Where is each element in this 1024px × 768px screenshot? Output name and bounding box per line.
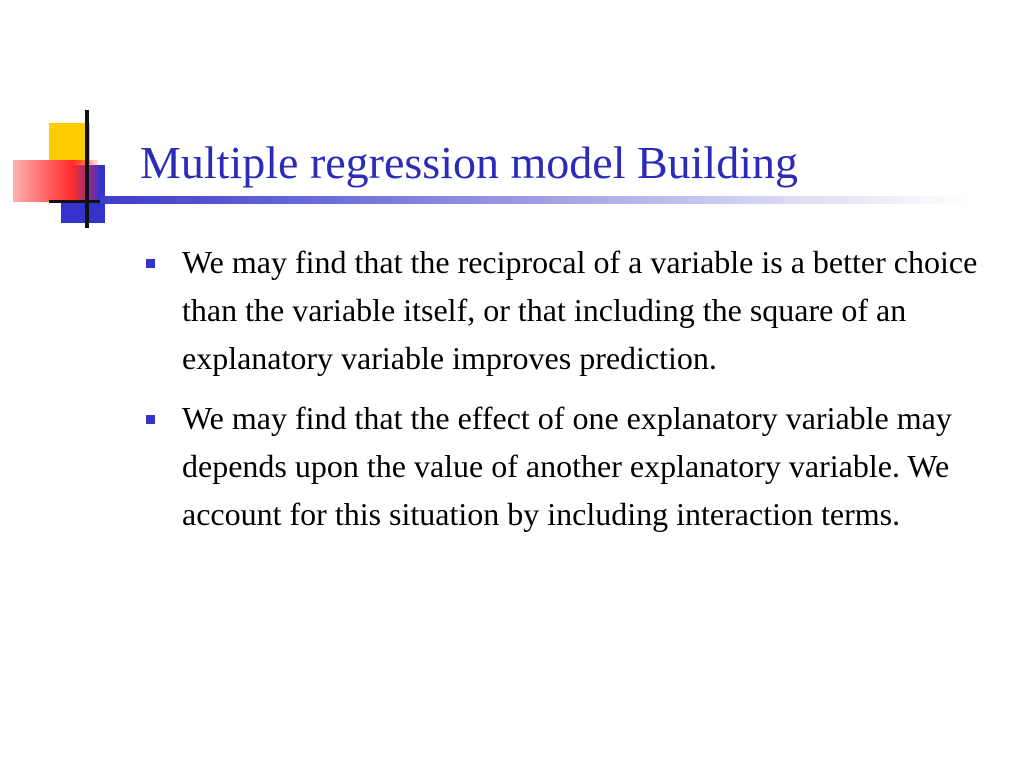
bullet-item bbox=[145, 238, 1005, 382]
slide-title: Multiple regression model Building bbox=[140, 137, 798, 188]
bullet-square-icon bbox=[146, 259, 155, 268]
decorative-logo bbox=[0, 0, 160, 240]
bullet-text: We may find that the effect of one explanatory variable may depends upon the value of another explanatory variable. We account for this situation by including interaction terms. bbox=[182, 400, 952, 532]
title-underline-rule bbox=[100, 196, 970, 204]
bullet-list bbox=[145, 238, 1005, 550]
bullet-text: We may find that the reciprocal of a variable is a better choice than the variable itself, or that including the square of an explanatory variable improves prediction. bbox=[182, 244, 978, 376]
bullet-item bbox=[145, 394, 1005, 538]
logo-yellow-square bbox=[49, 123, 90, 164]
logo-vertical-line bbox=[85, 110, 89, 228]
bullet-square-icon bbox=[146, 415, 155, 424]
